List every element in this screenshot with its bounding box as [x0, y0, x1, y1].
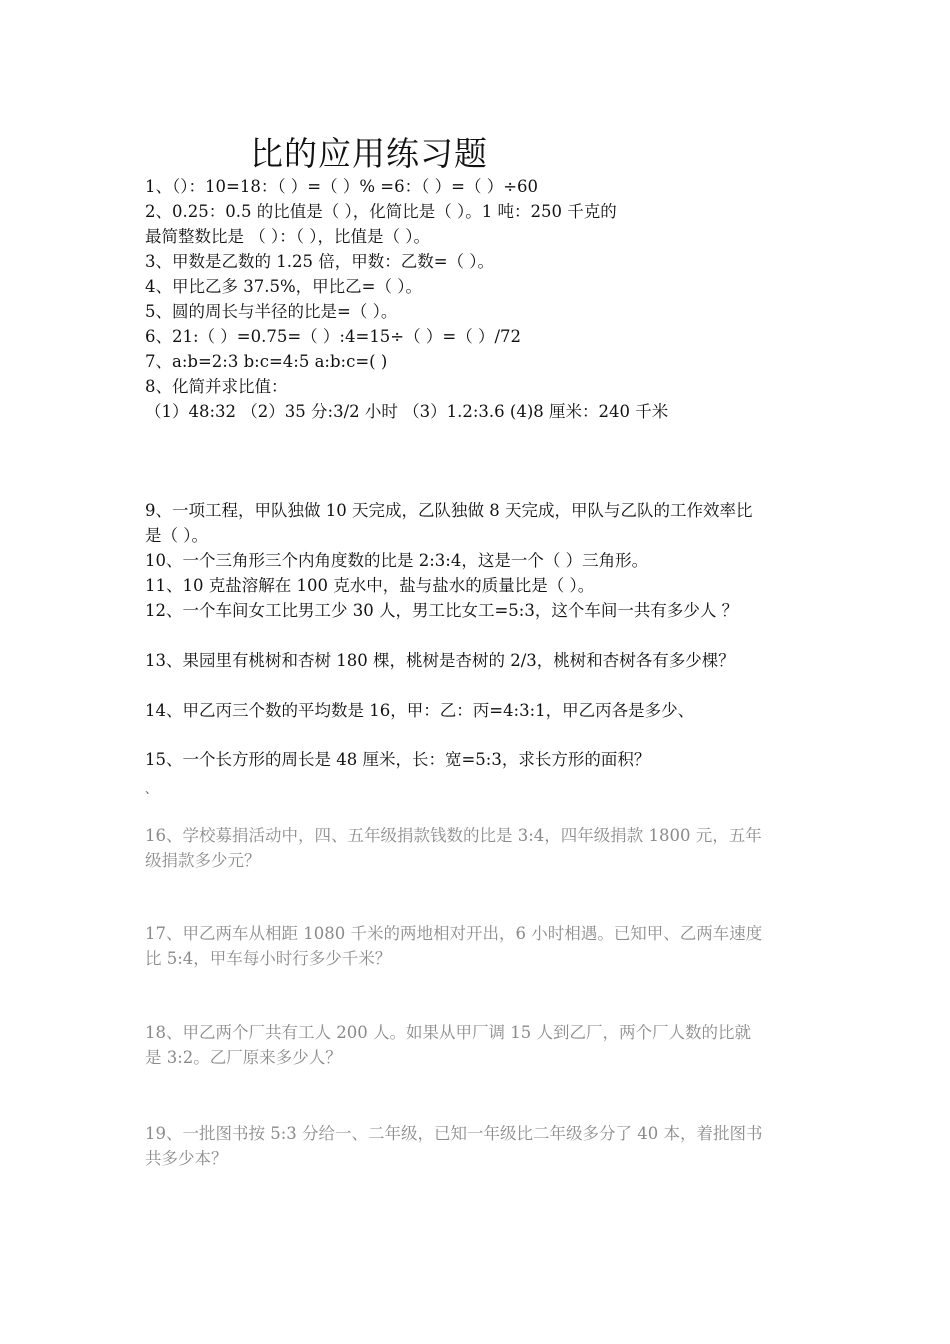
question-8: 8、化简并求比值：	[145, 377, 288, 396]
question-5: 5、圆的周长与半径的比是=（ ）。	[145, 302, 398, 321]
question-18-line-1: 18、甲乙两个厂共有工人 200 人。如果从甲厂调 15 人到乙厂，两个厂人数的比就	[145, 1023, 751, 1042]
question-15: 15、一个长方形的周长是 48 厘米，长：宽=5:3，求长方形的面积？	[145, 750, 651, 769]
question-17-line-2: 比 5:4，甲车每小时行多少千米？	[145, 949, 392, 968]
question-7: 7、a:b=2:3 b:c=4:5 a:b:c=( )	[145, 352, 388, 371]
question-3: 3、甲数是乙数的 1.25 倍，甲数：乙数=（ ）。	[145, 252, 495, 271]
question-14: 14、甲乙丙三个数的平均数是 16，甲：乙：丙=4:3:1，甲乙丙各是多少、	[145, 701, 695, 720]
question-2-line-1: 2、0.25：0.5 的比值是（ ），化简比是（ ）。1 吨：250 千克的	[145, 202, 617, 221]
question-17-line-1: 17、甲乙两车从相距 1080 千米的两地相对开出，6 小时相遇。已知甲、乙两车速度	[145, 924, 763, 943]
page-title: 比的应用练习题	[250, 134, 488, 173]
question-4: 4、甲比乙多 37.5%，甲比乙=（ ）。	[145, 277, 422, 296]
question-19-line-1: 19、一批图书按 5:3 分给一、二年级，已知一年级比二年级多分了 40 本，着批图书	[145, 1124, 763, 1143]
question-12: 12、一个车间女工比男工少 30 人，男工比女工=5:3，这个车间一共有多少人 ？	[145, 601, 739, 620]
question-11: 11、10 克盐溶解在 100 克水中，盐与盐水的质量比是（ ）。	[145, 576, 595, 595]
question-10: 10、一个三角形三个内角度数的比是 2:3:4，这是一个（ ）三角形。	[145, 551, 649, 570]
question-8-items: （1）48:32 （2）35 分:3/2 小时 （3）1.2:3.6 (4)8 厘米：240 千米	[145, 402, 669, 421]
question-2-line-2: 最简整数比是 （ ）：（ ），比值是（ ）。	[145, 227, 430, 246]
question-6: 6、21:（ ）=0.75=（ ）:4=15÷（ ）=（ ）/72	[145, 327, 522, 346]
question-18-line-2: 是 3:2。乙厂原来多少人？	[145, 1048, 342, 1067]
question-16-line-1: 16、学校募捐活动中，四、五年级捐款钱数的比是 3:4，四年级捐款 1800 元，五年	[145, 826, 762, 845]
question-13: 13、果园里有桃树和杏树 180 棵，桃树是杏树的 2/3，桃树和杏树各有多少棵？	[145, 651, 735, 670]
question-1: 1、（）：10=18：（ ）=（ ）% =6：（ ）=（ ）÷60	[145, 177, 539, 196]
stray-mark: 、	[145, 782, 158, 796]
question-19-line-2: 共多少本？	[145, 1149, 228, 1168]
question-16-line-2: 级捐款多少元？	[145, 851, 261, 870]
question-9-line-2: 是（ ）。	[145, 526, 208, 545]
question-9-line-1: 9、一项工程，甲队独做 10 天完成，乙队独做 8 天完成，甲队与乙队的工作效率比	[145, 501, 753, 520]
